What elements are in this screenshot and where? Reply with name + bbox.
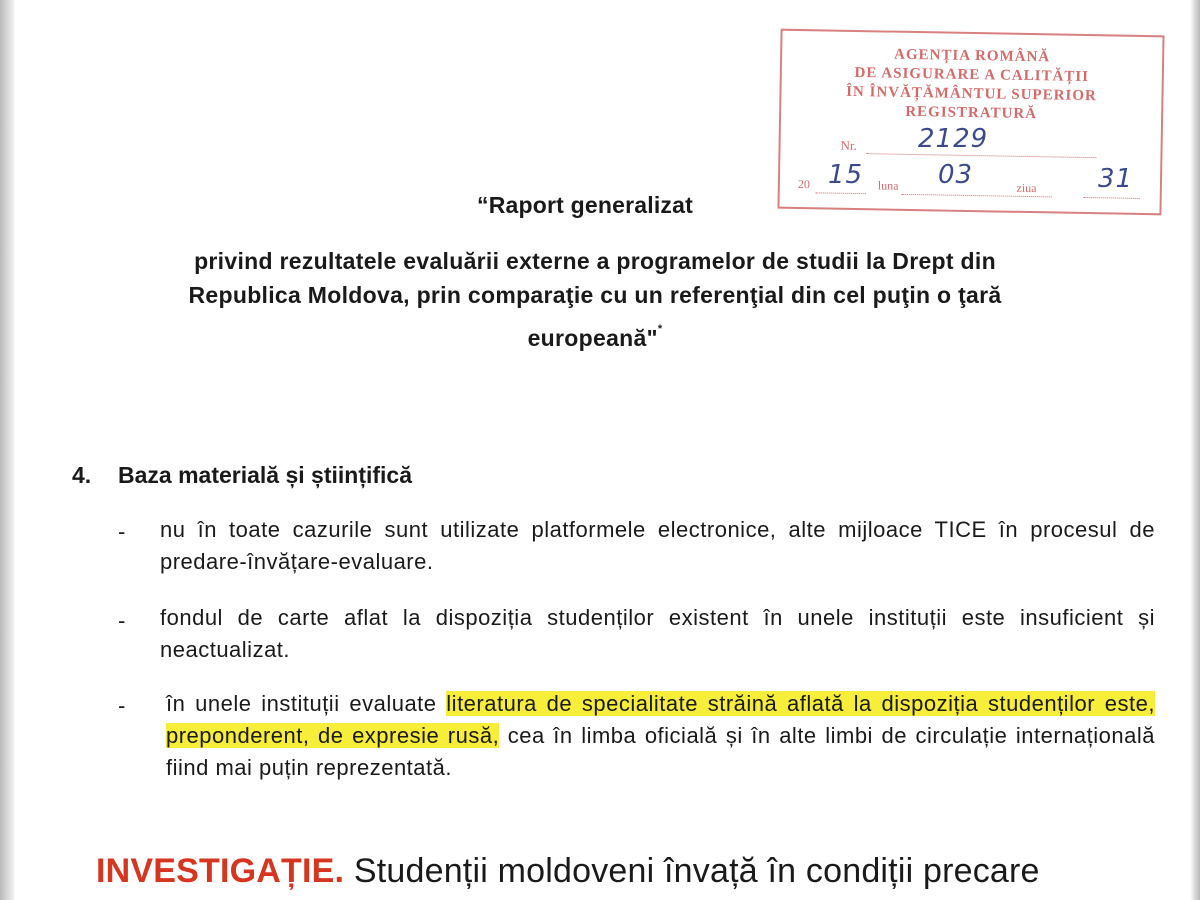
subtitle-line-1: privind rezultatele evaluării externe a programelor de studii la Drept din: [194, 248, 996, 274]
section-number: 4.: [72, 462, 92, 488]
stamp-line-2: DE ASIGURARE A CALITĂȚII: [854, 64, 1090, 86]
list-item-highlighted: [166, 688, 1155, 784]
caption-headline: Studenții moldoveni învață în condiții precare: [353, 852, 1040, 890]
stamp-line-3: ÎN ÎNVĂȚĂMÂNTUL SUPERIOR: [846, 83, 1097, 105]
subtitle-line-2: Republica Moldova, prin comparaţie cu un referenţial din cel puţin o ţară: [188, 282, 1002, 308]
section-title: Baza materială și științifică: [118, 462, 413, 488]
handwritten-ziua: 31: [1098, 164, 1134, 194]
handwritten-year: 15: [828, 160, 864, 190]
list-item: nu în toate cazurile sunt utilizate platformele electronice, alte mijloace TICE în procesul de predare-învățare-evaluare.: [160, 517, 1155, 574]
handwritten-nr: 2129: [918, 124, 989, 154]
item-text-before: în unele instituții evaluate: [166, 691, 447, 716]
footnote-mark: *: [657, 323, 663, 335]
scan-left-edge: [0, 0, 14, 900]
caption-category: INVESTIGAȚIE.: [96, 852, 345, 890]
scan-right-edge: [1190, 0, 1200, 900]
item-text-after: cea în limba oficială și în alte limbi de circulație internațională fiind mai puțin reprezentată.: [166, 723, 1155, 780]
bullet-dash: -: [118, 519, 126, 544]
stamp-year-prefix: 20: [797, 176, 811, 192]
stamp-line-1: AGENȚIA ROMÂNĂ: [893, 46, 1051, 66]
stamp-ziua-label: ziua: [1016, 180, 1037, 196]
stamp-nr-label: Nr.: [840, 137, 857, 154]
stamp-luna-label: luna: [877, 178, 899, 193]
report-title: “Raport generalizat: [477, 192, 693, 218]
handwritten-luna: 03: [938, 160, 974, 190]
article-caption: [96, 852, 1040, 891]
stamp-line-4: REGISTRATURĂ: [905, 103, 1038, 123]
section-heading: [72, 462, 412, 489]
highlighted-text: literatura de specialitate străină aflată la dispoziția studenților este, preponderent, de expresie rusă,: [166, 691, 1155, 748]
bullet-dash: -: [118, 693, 126, 718]
subtitle-line-3: [20, 312, 1170, 355]
report-subtitle: [20, 244, 1170, 355]
bullet-dash: -: [118, 608, 126, 633]
list-item: fondul de carte aflat la dispoziția studenților existent în unele instituții este insuficient și neactualizat.: [160, 605, 1155, 662]
subtitle-line-3-text: europeană": [527, 325, 658, 351]
